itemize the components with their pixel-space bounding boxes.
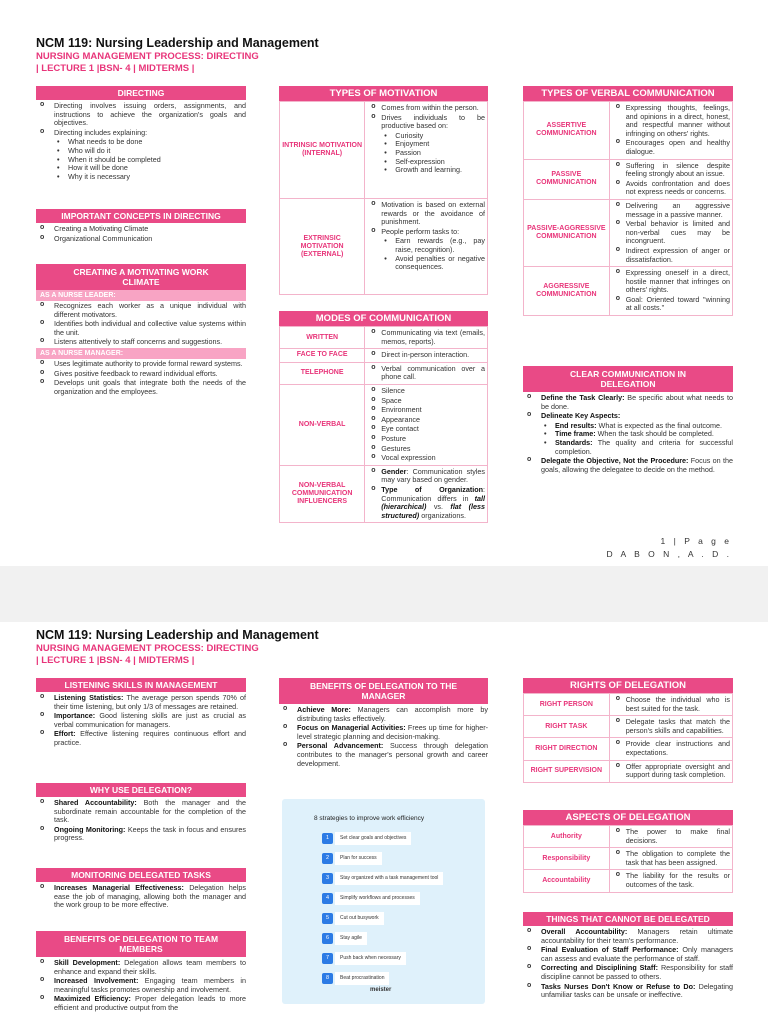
list-item: o Maximized Efficiency: Proper delegation leads to more efficient and productive output from the [36, 995, 246, 1012]
process-title: NURSING MANAGEMENT PROCESS: DIRECTING [36, 51, 259, 62]
list-item: o Posture [367, 435, 485, 444]
list-item: o Environment [367, 406, 485, 415]
list-item: o Directing includes explaining: • What needs to be done • Who will do it • When it should be completed • How it will be done • Why it is necessary [36, 129, 246, 182]
list-item: o Skill Development: Delegation allows team members to enhance and expand their skills. [36, 959, 246, 976]
list-item: o Gestures [367, 445, 485, 454]
list-item: o Delineate Key Aspects: • End results: What is expected as the final outcome. • Time frame: When the task should be completed. • Standards: The quality and criteria for successful completion. [523, 412, 733, 456]
list-item: o Focus on Managerial Activities: Frees up time for higher-level strategic planning and decision-making. [279, 724, 488, 741]
list-item: o Vocal expression [367, 454, 485, 463]
section-title: IMPORTANT CONCEPTS IN DIRECTING [36, 209, 246, 223]
face-label: FACE TO FACE [280, 349, 365, 363]
list-item: • Curiosity [381, 132, 485, 141]
section-title: BENEFITS OF DELEGATION TO THE MANAGER [279, 678, 488, 704]
list-item: o Comes from within the person. [367, 104, 485, 113]
list-item: • What needs to be done [54, 138, 246, 147]
section-title: WHY USE DELEGATION? [36, 783, 246, 797]
list-item: o The power to make final decisions. [612, 828, 730, 845]
list-item: o Listening Statistics: The average person spends 70% of their time listening, but only 1/3 of messages are retained. [36, 694, 246, 711]
list-item: o Correcting and Disciplining Staff: Responsibility for staff discipline cannot be passed to others. [523, 964, 733, 981]
list-item: o Avoids confrontation and does not express needs or concerns. [612, 180, 730, 197]
course-title: NCM 119: Nursing Leadership and Management [36, 628, 319, 642]
section-title: TYPES OF MOTIVATION [279, 86, 488, 101]
list-item: • When it should be completed [54, 156, 246, 165]
right-supervision-label: RIGHT SUPERVISION [524, 760, 610, 782]
written-label: WRITTEN [280, 327, 365, 349]
list-item: o People perform tasks to: • Earn rewards (e.g., pay raise, recognition). • Avoid penalties or negative consequences. [367, 228, 485, 272]
list-item: o Delegate tasks that match the person's skills and capabilities. [612, 718, 730, 735]
efficiency-infographic: 8 strategies to improve work efficiency 1 Set clear goals and objectives 2 Plan for success 3 Stay organized with a task management tool 4 Simplify workflows and processes 5 Cut out busywork 6 Stay agile 7 Push back when necessary 8 Beat procrastination meister [282, 799, 485, 1004]
monitoring-section [36, 868, 246, 911]
list-item: • How it will be done [54, 164, 246, 173]
page-number: 1 | P a g e [660, 536, 732, 546]
section-title: ASPECTS OF DELEGATION [523, 810, 733, 825]
list-item: o Organizational Communication [36, 235, 246, 244]
list-item: o Offer appropriate oversight and support during task completion. [612, 763, 730, 780]
list-item: o Verbal communication over a phone call. [367, 365, 485, 382]
list-item: o Appearance [367, 416, 485, 425]
authority-label: Authority [524, 826, 610, 848]
list-item: • Who will do it [54, 147, 246, 156]
manager-label: AS A NURSE MANAGER: [36, 348, 246, 359]
infographic-title: 8 strategies to improve work efficiency [314, 815, 425, 822]
extrinsic-label: EXTRINSIC MOTIVATION (EXTERNAL) [280, 199, 365, 295]
list-item: o Listens attentively to staff concerns and suggestions. [36, 338, 246, 347]
list-item: o Expressing thoughts, feelings, and opinions in a direct, honest, and respectful manner without infringing on others' rights. [612, 104, 730, 138]
list-item: o Space [367, 397, 485, 406]
page-separator [0, 566, 768, 622]
verbal-section [523, 86, 733, 316]
author-name: D A B O N , A . D . [606, 549, 732, 559]
list-item: o Directing involves issuing orders, assignments, and instructions to achieve the organization's goals and objectives. [36, 102, 246, 128]
motivation-section [279, 86, 488, 295]
list-item: o Increased Involvement: Engaging team members in meaningful tasks promotes ownership and involvement. [36, 977, 246, 994]
list-item: o Indirect expression of anger or dissatisfaction. [612, 247, 730, 264]
section-title: TYPES OF VERBAL COMMUNICATION [523, 86, 733, 101]
modes-section [279, 311, 488, 523]
list-item: o Achieve More: Managers can accomplish more by distributing tasks effectively. [279, 706, 488, 723]
list-item: o Define the Task Clearly: Be specific about what needs to be done. [523, 394, 733, 411]
list-item: o Communicating via text (emails, memos, reports). [367, 329, 485, 346]
list-item: o Motivation is based on external rewards or the avoidance of punishment. [367, 201, 485, 227]
list-item: o Identifies both individual and collective value systems within the unit. [36, 320, 246, 337]
cannot-delegate-section [523, 912, 733, 1001]
passive-aggressive-label: PASSIVE-AGGRESSIVE COMMUNICATION [524, 199, 610, 266]
aggressive-label: AGGRESSIVE COMMUNICATION [524, 267, 610, 316]
lecture-line: | LECTURE 1 |BSN- 4 | MIDTERMS | [36, 655, 195, 666]
list-item: o Delegate the Objective, Not the Procedure: Focus on the goals, allowing the delegatee to decide on the method. [523, 457, 733, 474]
list-item: o Importance: Good listening skills are just as crucial as verbal communication for managers. [36, 712, 246, 729]
list-item: o Goal: Oriented toward "winning at all costs." [612, 296, 730, 313]
section-title: BENEFITS OF DELEGATION TO TEAM MEMBERS [36, 931, 246, 957]
meister-logo: meister [370, 987, 392, 993]
passive-label: PASSIVE COMMUNICATION [524, 159, 610, 199]
list-item: o Choose the individual who is best suited for the task. [612, 696, 730, 713]
list-item: • End results: What is expected as the final outcome. [541, 422, 733, 431]
concepts-section [36, 209, 246, 244]
intrinsic-label: INTRINSIC MOTIVATION (INTERNAL) [280, 102, 365, 199]
list-item: • Avoid penalties or negative consequences. [381, 255, 485, 272]
climate-section [36, 264, 246, 397]
section-title: CREATING A MOTIVATING WORK CLIMATE [36, 264, 246, 290]
list-item: o Type of Organization: Communication differs in tall (hierarchical) vs. flat (less structured) organizations. [367, 486, 485, 520]
influencers-label: NON-VERBAL COMMUNICATION INFLUENCERS [280, 465, 365, 523]
responsibility-label: Responsibility [524, 848, 610, 870]
list-item: • Enjoyment [381, 140, 485, 149]
list-item: o Gives positive feedback to reward individual efforts. [36, 370, 246, 379]
process-title: NURSING MANAGEMENT PROCESS: DIRECTING [36, 643, 259, 654]
list-item: o Silence [367, 387, 485, 396]
right-direction-label: RIGHT DIRECTION [524, 738, 610, 760]
why-section [36, 783, 246, 844]
list-item: o Encourages open and healthy dialogue. [612, 139, 730, 156]
section-title: DIRECTING [36, 86, 246, 100]
assertive-label: ASSERTIVE COMMUNICATION [524, 102, 610, 160]
list-item: o Verbal behavior is limited and non-verbal cues may be incongruent. [612, 220, 730, 246]
list-item: o Effort: Effective listening requires continuous effort and practice. [36, 730, 246, 747]
list-item: o Shared Accountability: Both the manager and the subordinate remain accountable for the completion of the task. [36, 799, 246, 825]
list-item: o Suffering in silence despite feeling strongly about an issue. [612, 162, 730, 179]
list-item: o Drives individuals to be productive based on: • Curiosity • Enjoyment • Passion • Self-expression • Growth and learning. [367, 114, 485, 175]
list-item: o Delivering an aggressive message in a passive manner. [612, 202, 730, 219]
list-item: o Personal Advancement: Success through delegation contributes to the manager's personal growth and career development. [279, 742, 488, 768]
manager-benefits-section [279, 678, 488, 769]
list-item: • Earn rewards (e.g., pay raise, recognition). [381, 237, 485, 254]
telephone-label: TELEPHONE [280, 362, 365, 384]
list-item: • Time frame: When the task should be completed. [541, 430, 733, 439]
section-title: LISTENING SKILLS IN MANAGEMENT [36, 678, 246, 692]
list-item: o Creating a Motivating Climate [36, 225, 246, 234]
page1-header [36, 36, 319, 75]
list-item: o Gender: Communication styles may vary based on gender. [367, 468, 485, 485]
list-item: o Overall Accountability: Managers retain ultimate accountability for their team's performance. [523, 928, 733, 945]
list-item: • Self-expression [381, 158, 485, 167]
list-item: o Eye contact [367, 425, 485, 434]
right-task-label: RIGHT TASK [524, 716, 610, 738]
list-item: o The liability for the results or outcomes of the task. [612, 872, 730, 889]
list-item: • Why it is necessary [54, 173, 246, 182]
list-item: o Expressing oneself in a direct, hostile manner that infringes on others' rights. [612, 269, 730, 295]
section-title: RIGHTS OF DELEGATION [523, 678, 733, 693]
list-item: o Increases Managerial Effectiveness: Delegation helps ease the job of managing, allowing both the manager and the work group to be more effective. [36, 884, 246, 910]
nonverbal-label: NON-VERBAL [280, 384, 365, 465]
course-title: NCM 119: Nursing Leadership and Management [36, 36, 319, 50]
list-item: • Passion [381, 149, 485, 158]
list-item: o Ongoing Monitoring: Keeps the task in focus and ensures progress. [36, 826, 246, 843]
section-title: MODES OF COMMUNICATION [279, 311, 488, 326]
list-item: o Final Evaluation of Staff Performance: Only managers can assess and evaluate the performance of staff. [523, 946, 733, 963]
list-item: o Direct in-person interaction. [367, 351, 485, 360]
list-item: o Provide clear instructions and expectations. [612, 740, 730, 757]
aspects-section [523, 810, 733, 893]
rights-section [523, 678, 733, 783]
list-item: o Uses legitimate authority to provide formal reward systems. [36, 360, 246, 369]
lecture-line: | LECTURE 1 |BSN- 4 | MIDTERMS | [36, 63, 195, 74]
right-person-label: RIGHT PERSON [524, 694, 610, 716]
list-item: o Develops unit goals that integrate both the needs of the organization and the employees. [36, 379, 246, 396]
leader-label: AS A NURSE LEADER: [36, 290, 246, 301]
list-item: • Standards: The quality and criteria for successful completion. [541, 439, 733, 456]
listening-section [36, 678, 246, 749]
clear-section [523, 366, 733, 475]
directing-section [36, 86, 246, 182]
list-item: • Growth and learning. [381, 166, 485, 175]
team-section [36, 931, 246, 1014]
list-item: o The obligation to complete the task that has been assigned. [612, 850, 730, 867]
accountability-label: Accountability [524, 870, 610, 892]
list-item: o Recognizes each worker as a unique individual with different motivators. [36, 302, 246, 319]
section-title: CLEAR COMMUNICATION IN DELEGATION [523, 366, 733, 392]
list-item: o Tasks Nurses Don't Know or Refuse to Do: Delegating unfamiliar tasks can be unsafe or ineffective. [523, 983, 733, 1000]
section-title: THINGS THAT CANNOT BE DELEGATED [523, 912, 733, 926]
section-title: MONITORING DELEGATED TASKS [36, 868, 246, 882]
page2-header [36, 628, 319, 667]
